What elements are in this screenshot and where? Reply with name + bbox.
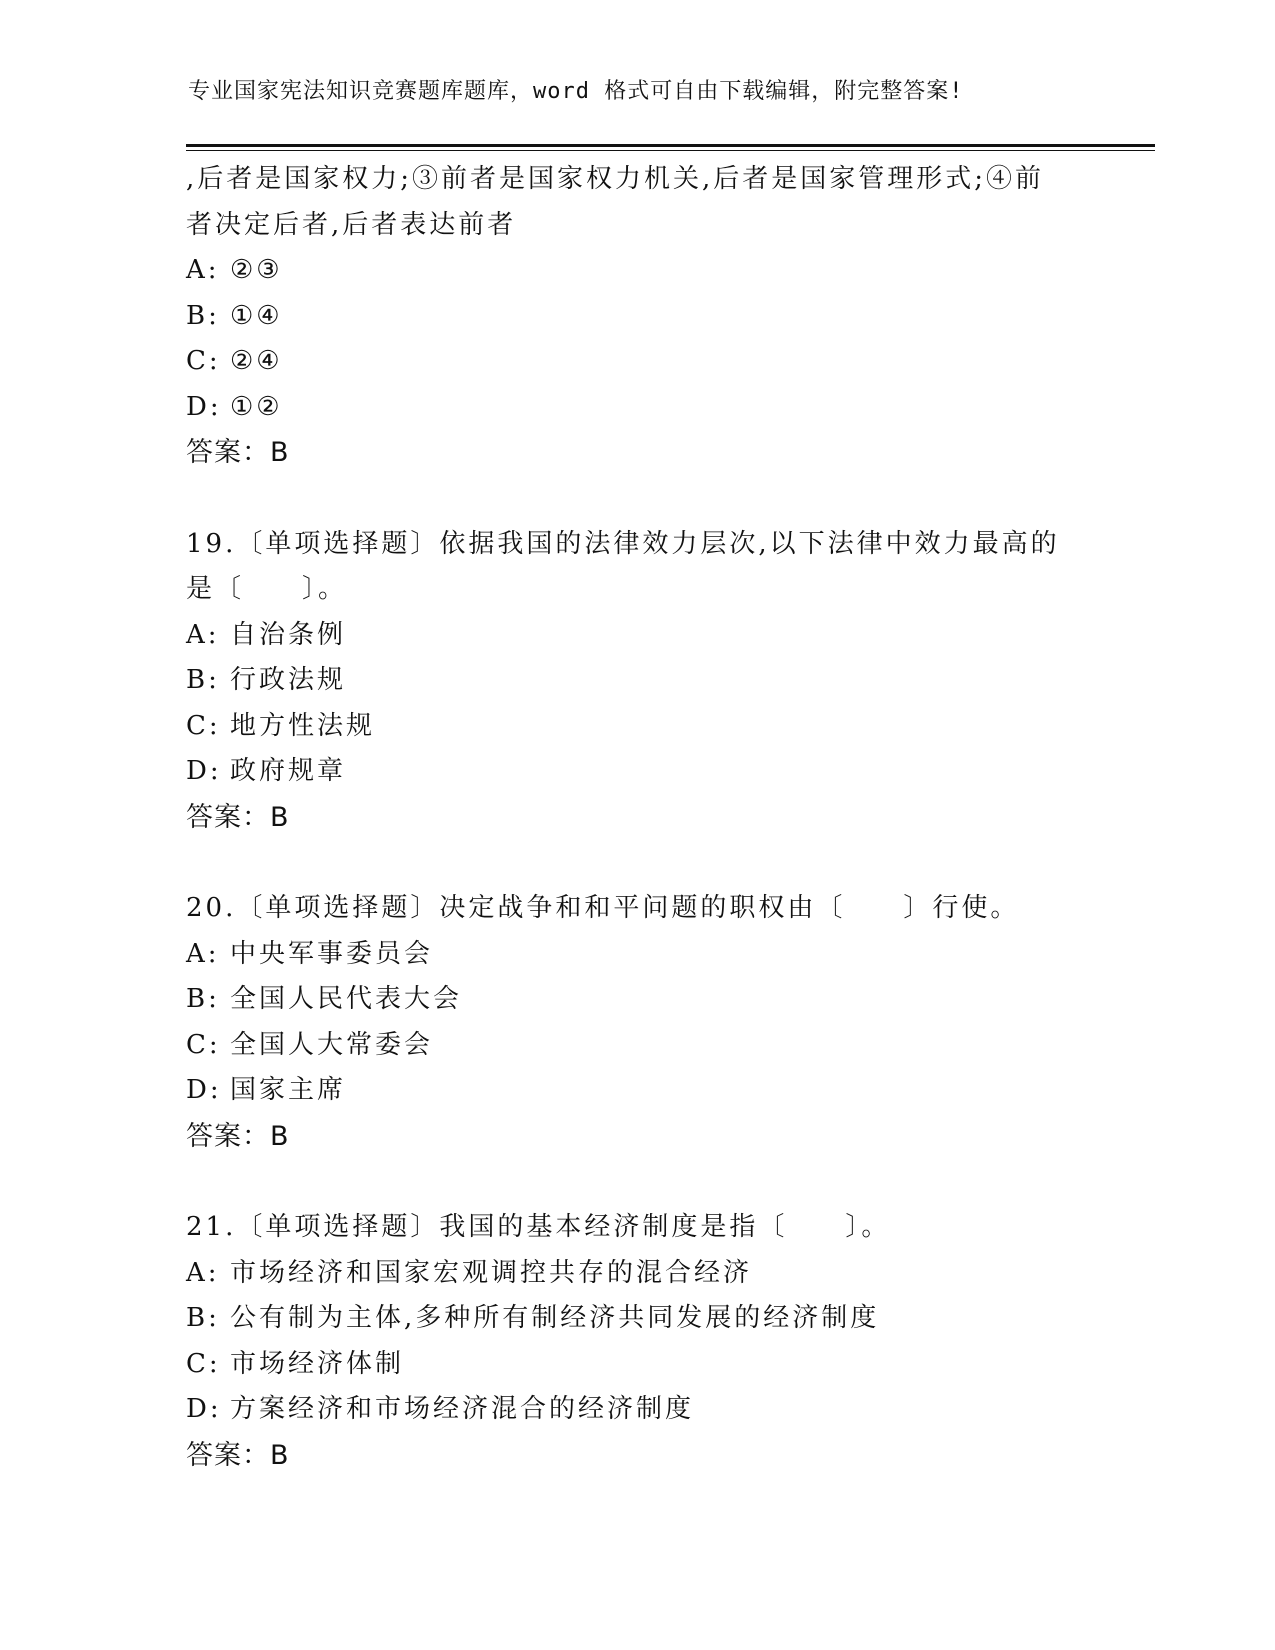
option-key: D: [186, 1394, 222, 1424]
option-key: A: [186, 255, 220, 285]
option-c [186, 339, 1086, 385]
option-key: C: [186, 1029, 221, 1060]
option-d [186, 1068, 1086, 1114]
option-text: 自治条例 [230, 619, 347, 650]
option-b [186, 294, 1086, 340]
question-21 [186, 1205, 1086, 1478]
question-18-continuation [186, 157, 1086, 476]
header-rule-thin [186, 150, 1155, 151]
option-key: B: [186, 300, 220, 331]
spacer [186, 1159, 1086, 1205]
option-a [186, 248, 1086, 294]
option-text: 政府规章 [230, 756, 347, 786]
option-key: A: [186, 1257, 220, 1288]
option-key: C: [186, 710, 221, 741]
option-text: 方案经济和市场经济混合的经济制度 [230, 1394, 695, 1424]
option-d [186, 1387, 1086, 1433]
option-text: 行政法规 [230, 665, 347, 695]
option-text: 全国人民代表大会 [230, 984, 463, 1014]
option-b [186, 977, 1086, 1023]
question-list [186, 157, 1086, 1478]
option-key: C: [186, 346, 221, 376]
option-text: ①④ [230, 300, 283, 331]
option-key: B: [186, 1303, 220, 1333]
option-text: 市场经济体制 [230, 1348, 405, 1379]
question-text-line: ,后者是国家权力;③前者是国家权力机关,后者是国家管理形式;④前 [186, 164, 1045, 194]
option-key: B: [186, 984, 220, 1014]
question-text-line: 是〔 〕。 [186, 574, 348, 604]
spacer [186, 840, 1086, 886]
option-text: ①② [230, 391, 283, 422]
option-key: A: [186, 619, 220, 650]
question-text-line: 20.〔单项选择题〕决定战争和和平问题的职权由〔 〕行使。 [186, 893, 1020, 923]
question-text-line: 21.〔单项选择题〕我国的基本经济制度是指〔 〕。 [186, 1212, 891, 1242]
option-key: D: [186, 756, 222, 786]
option-key: D: [186, 391, 222, 422]
option-key: A: [186, 938, 220, 969]
option-text: 公有制为主体,多种所有制经济共同发展的经济制度 [230, 1303, 880, 1333]
option-a [186, 1251, 1086, 1297]
question-19 [186, 522, 1086, 841]
header-rule-thick [186, 144, 1155, 147]
question-text-line: 19.〔单项选择题〕依据我国的法律效力层次,以下法律中效力最高的 [186, 528, 1060, 559]
option-key: C: [186, 1348, 221, 1379]
answer-line: 答案：B [186, 1439, 290, 1471]
option-text: 中央军事委员会 [230, 938, 434, 969]
answer-line: 答案：B [186, 801, 290, 833]
option-text: 地方性法规 [230, 710, 376, 741]
spacer [186, 476, 1086, 522]
option-b [186, 658, 1086, 704]
option-c [186, 1342, 1086, 1388]
option-d [186, 385, 1086, 431]
option-a [186, 613, 1086, 659]
option-text: ②④ [230, 346, 283, 376]
option-b [186, 1296, 1086, 1342]
option-text: 国家主席 [230, 1075, 347, 1105]
option-key: D: [186, 1075, 222, 1105]
option-c [186, 1023, 1086, 1069]
page-header: 专业国家宪法知识竞赛题库题库，word 格式可自由下载编辑，附完整答案! [188, 79, 964, 104]
question-text-line: 者决定后者,后者表达前者 [186, 209, 517, 240]
option-text: 市场经济和国家宏观调控共存的混合经济 [230, 1257, 753, 1288]
answer-line: 答案：B [186, 1120, 290, 1152]
option-text: 全国人大常委会 [230, 1029, 434, 1060]
option-a [186, 932, 1086, 978]
answer-line: 答案：B [186, 437, 290, 468]
option-c [186, 704, 1086, 750]
option-d [186, 749, 1086, 795]
option-key: B: [186, 665, 220, 695]
option-text: ②③ [230, 255, 283, 285]
question-20 [186, 886, 1086, 1159]
